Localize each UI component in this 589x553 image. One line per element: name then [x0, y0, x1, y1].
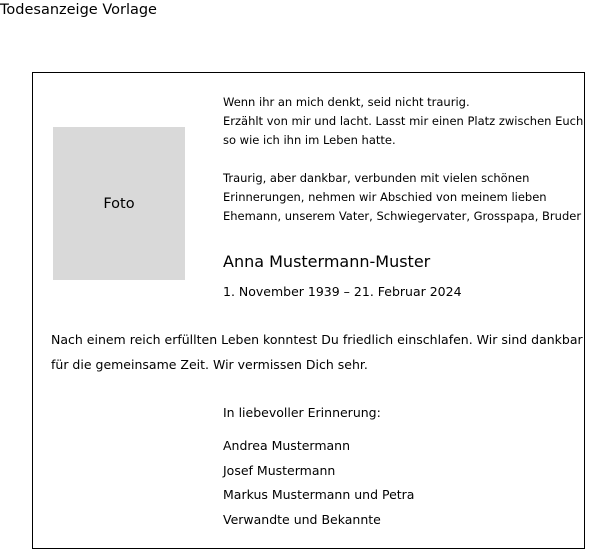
photo-label: Foto	[103, 195, 135, 212]
mourner-name: Josef Mustermann	[223, 463, 336, 478]
mourner-name: Verwandte und Bekannte	[223, 512, 381, 527]
mourner-name: Andrea Mustermann	[223, 438, 351, 453]
intro-line: Traurig, aber dankbar, verbunden mit vielen schönen	[223, 171, 530, 185]
life-dates: 1. November 1939 – 21. Februar 2024	[223, 284, 462, 299]
obituary-card	[32, 72, 585, 549]
document-title: Todesanzeige Vorlage	[0, 2, 157, 18]
mourner-name: Markus Mustermann und Petra	[223, 487, 415, 502]
message-line: für die gemeinsame Zeit. Wir vermissen Dich sehr.	[51, 357, 368, 372]
message-line: Nach einem reich erfüllten Leben konntest Du friedlich einschlafen. Wir sind dankbar	[51, 332, 583, 347]
intro-line: Ehemann, unserem Vater, Schwiegervater, Grosspapa, Bruder	[223, 209, 582, 223]
verse-line: Wenn ihr an mich denkt, seid nicht traurig.	[223, 95, 470, 109]
verse-line: Erzählt von mir und lacht. Lasst mir einen Platz zwischen Euch	[223, 114, 584, 128]
deceased-name: Anna Mustermann-Muster	[223, 252, 431, 271]
intro-line: Erinnerungen, nehmen wir Abschied von meinem lieben	[223, 190, 547, 204]
photo-placeholder	[53, 127, 185, 280]
verse-line: so wie ich ihn im Leben hatte.	[223, 133, 396, 147]
memory-heading: In liebevoller Erinnerung:	[223, 405, 381, 420]
